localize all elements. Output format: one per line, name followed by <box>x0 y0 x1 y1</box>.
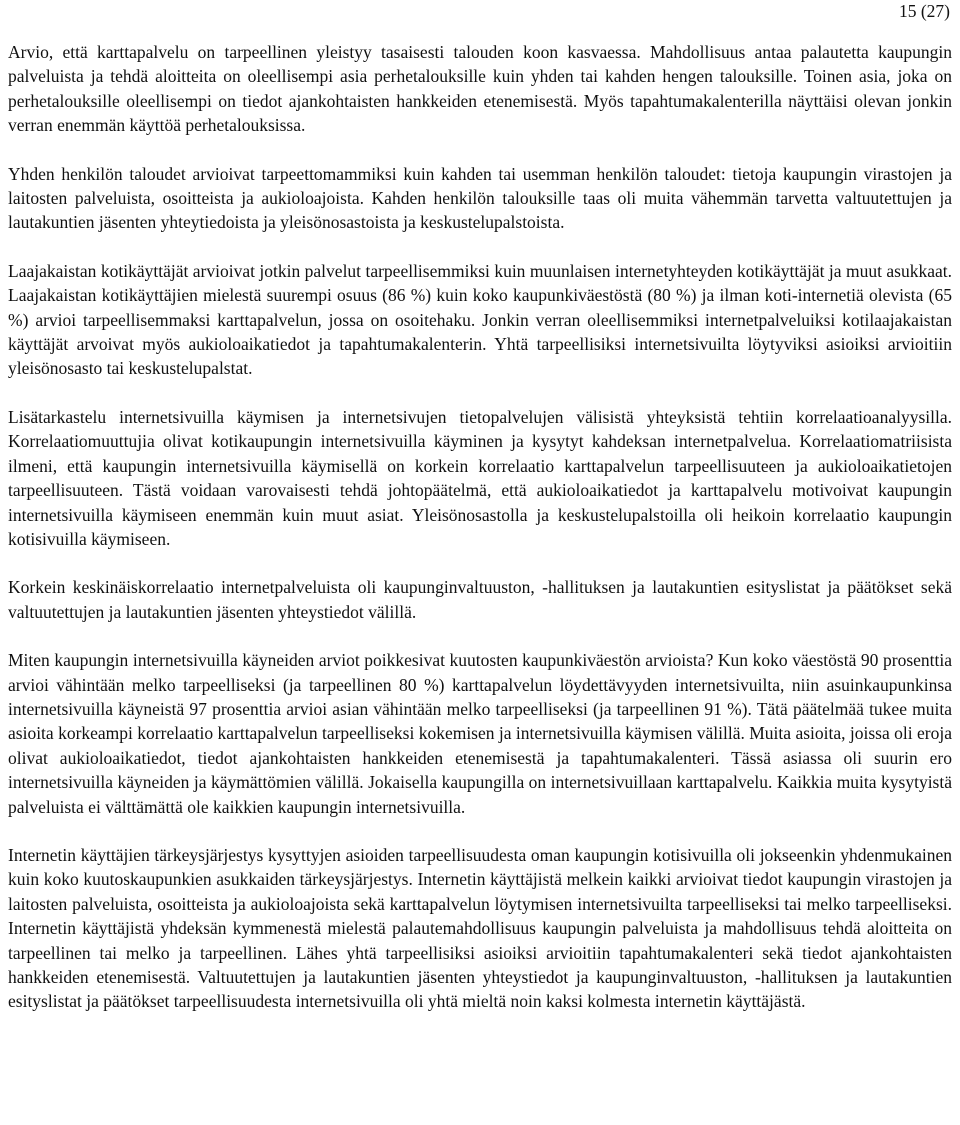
document-body <box>8 40 952 1038</box>
paragraph-highest-intercorrelation: Korkein keskinäiskorrelaatio internetpalveluista oli kaupunginvaltuuston, -hallituksen ja lautakuntien esityslistat ja päätökset sekä valtuutettujen ja lautakuntien jäsenten yhteystiedot välillä. <box>8 577 952 622</box>
paragraph-internet-users-priority: Internetin käyttäjien tärkeysjärjestys kysyttyjen asioiden tarpeellisuudesta oman kaupungin kotisivuilla oli jokseenkin yhdenmukainen kuin koko kuutoskaupunkien asukkaiden tärkeysjärjestys. Internetin käyttäjistä melkein kaikki arvioivat tiedot kaupungin virastojen ja laitosten palveluista, osoitteista ja aukioloajoista sekä karttapalvelun löytymisen internetsivuilta tarpeelliseksi tai melko tarpeelliseksi. Internetin käyttäjistä yhdeksän kymmenestä mielestä palautemahdollisuus kaupungin palveluista ja mahdollisuus tehdä aloitteita on tarpeellinen tai melko ja tarpeellinen. Lähes yhtä tarpeellisiksi asioiksi arvioitiin tapahtumakalenteri sekä tiedot ajankohtaisten hankkeiden etenemisestä. Valtuutettujen ja lautakuntien jäsenten yhteystiedot ja kaupunginvaltuuston, -hallituksen ja lautakuntien esityslistat ja päätökset tarpeellisuudesta internetsivuilla oli yhtä mieltä noin kaksi kolmesta internetin käyttäjästä. <box>8 844 952 1012</box>
paragraph-broadband-users: Laajakaistan kotikäyttäjät arvioivat jotkin palvelut tarpeellisemmiksi kuin muunlaisen internetyhteyden kotikäyttäjät ja muut asukkaat. Laajakaistan kotikäyttäjien mielestä suurempi osuus (86 %) kuin koko kaupunkiväestöstä (80 %) ja ilman koti-internetiä olevista (65 %) arvioi tarpeellisemmaksi karttapalvelun, jossa on osoitehaku. Jonkin verran oleellisemmiksi internetpalveluiksi kotilaajakaistan käyttäjät arvoivat myös aukioloaikatiedot ja tapahtumakalenterin. Yhtä tarpeellisiksi internetsivuilta löytyviksi asioiksi arvioitiin yleisönosasto tai keskustelupalstat. <box>8 260 952 379</box>
paragraph-correlation-analysis: Lisätarkastelu internetsivuilla käymisen ja internetsivujen tietopalvelujen välisistä yhteyksistä tehtiin korrelaatioanalyysilla. Korrelaatiomuuttujia olivat kotikaupungin internetsivuilla käyminen ja kysytyt kahdeksan internetpalvelua. Korrelaatiomatriisista ilmeni, että kaupungin internetsivuilla käymisellä on korkein korrelaatio karttapalvelun tarpeellisuuteen ja aukioloaikatietojen tarpeellisuuteen. Tästä voidaan varovaisesti tehdä johtopäätelmä, että aukioloaikatiedot ja karttapalvelu motivoivat kaupungin internetsivuilla käymiseen enemmän kuin muut asiat. Yleisönosastolla ja keskustelupalstoilla oli heikoin korrelaatio kaupungin kotisivuilla käymiseen. <box>8 406 952 549</box>
paragraph-single-person-households: Yhden henkilön taloudet arvioivat tarpeettomammiksi kuin kahden tai usemman henkilön taloudet: tietoja kaupungin virastojen ja laitosten palveluista, osoitteista ja aukioloajoista. Kahden henkilön talouksille taas oli muita vähemmän tarvetta valtuutettujen ja lautakuntien jäsenten yhteytiedoista ja yleisönosastoista ja keskustelupalstoista. <box>8 163 952 233</box>
page-number: 15 (27) <box>898 1 950 21</box>
paragraph-household-size: Arvio, että karttapalvelu on tarpeellinen yleistyy tasaisesti talouden koon kasvaessa. Mahdollisuus antaa palautetta kaupungin palveluista ja tehdä aloitteita on oleellisempi asia perhetalouksille kuin yhden tai kahden hengen talouksille. Toinen asia, joka on perhetalouksille oleellisempi on tiedot ajankohtaisten hankkeiden etenemisestä. Myös tapahtumakalenterilla näyttäisi olevan jonkin verran enemmän käyttöä perhetalouksissa. <box>8 42 952 136</box>
paragraph-website-visitors: Miten kaupungin internetsivuilla käyneiden arviot poikkesivat kuutosten kaupunkiväestön arvioista? Kun koko väestöstä 90 prosenttia arvioi vähintään melko tarpeelliseksi (ja tarpeellinen 80 %) karttapalvelun löydettävyyden internetsivuilta, niin asuinkaupunkinsa internetsivuilla käyneistä 97 prosenttia arvioi asian vähintään melko tarpeelliseksi (ja tarpeellinen 91 %). Tätä päätelmää tukee muita asioita korkeampi korrelaatio karttapalvelun tarpeelliseksi kokemisen ja internetsivuilla käymisen välillä. Muita asioita, joissa oli eroja olivat aukioloaikatiedot, tiedot ajankohtaisten hankkeiden etenemisestä ja tapahtumakalenteri. Tässä asiassa oli suurin ero internetsivuilla käyneiden ja käymättömien välillä. Jokaisella kaupungilla on internetsivuillaan karttapalvelu. Kaikkia muita kysytyistä palveluista ei välttämättä ole kaikkien kaupungin internetsivuilla. <box>8 650 952 817</box>
